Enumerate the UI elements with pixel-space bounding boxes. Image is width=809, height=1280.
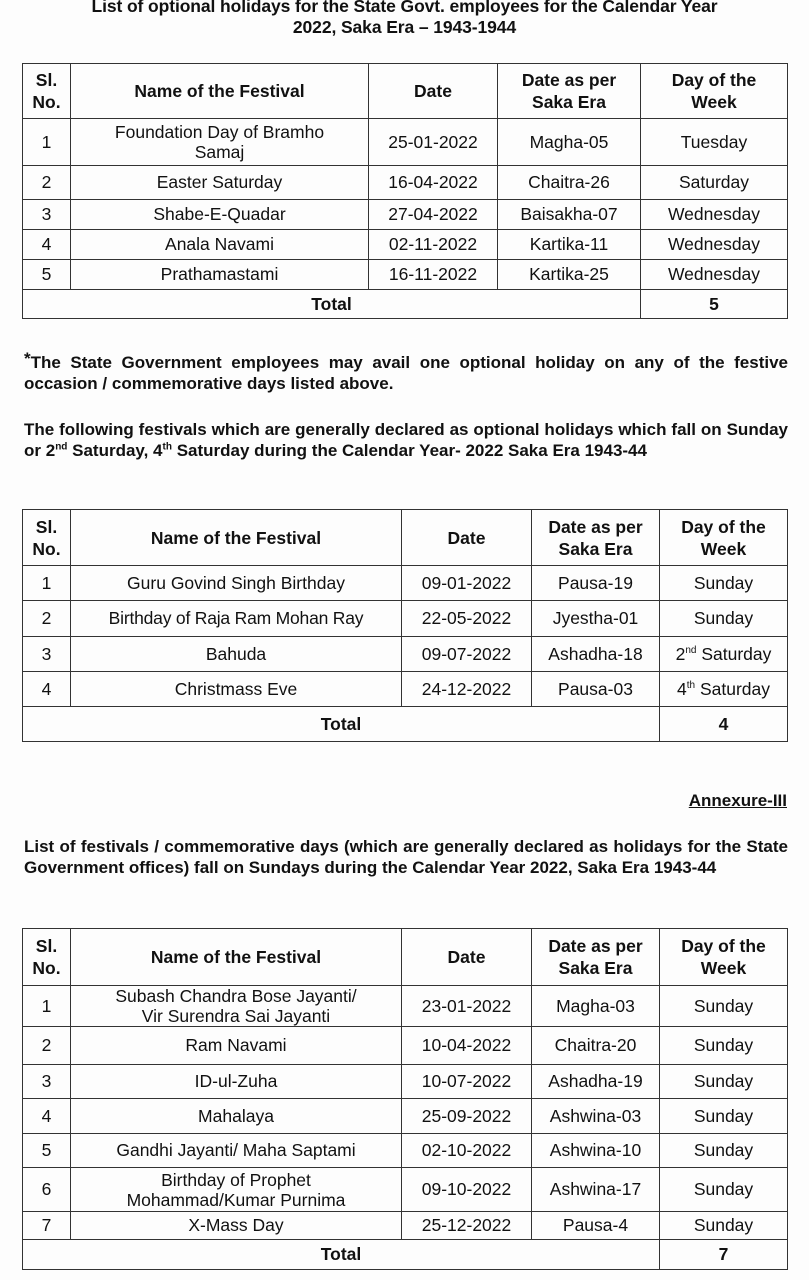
cell-saka: Pausa-19 bbox=[532, 566, 660, 601]
header-date: Date bbox=[402, 929, 532, 986]
cell-day: Sunday bbox=[660, 1027, 788, 1065]
cell-festival: Easter Saturday bbox=[71, 166, 369, 200]
table-row bbox=[23, 260, 788, 290]
cell-saka: Chaitra-26 bbox=[498, 166, 641, 200]
cell-day: Wednesday bbox=[641, 260, 788, 290]
title-line-1: List of optional holidays for the State Govt. employees for the Calendar Year bbox=[91, 0, 718, 16]
total-value: 7 bbox=[660, 1240, 788, 1270]
cell-date: 10-07-2022 bbox=[402, 1065, 532, 1099]
cell-day: Sunday bbox=[660, 986, 788, 1027]
total-value: 4 bbox=[660, 707, 788, 742]
cell-date: 09-01-2022 bbox=[402, 566, 532, 601]
cell-date: 02-11-2022 bbox=[369, 230, 498, 260]
cell-festival: Christmass Eve bbox=[71, 672, 402, 707]
optional-on-weekend-table bbox=[22, 509, 788, 742]
total-label: Total bbox=[23, 1240, 660, 1270]
annexure-label: Annexure-III bbox=[688, 791, 787, 810]
note-paragraph bbox=[24, 348, 788, 394]
header-festival-name: Name of the Festival bbox=[71, 64, 369, 119]
header-day-of-week: Day of the Week bbox=[641, 64, 788, 119]
cell-date: 25-12-2022 bbox=[402, 1212, 532, 1240]
cell-saka: Ashadha-19 bbox=[532, 1065, 660, 1099]
header-saka-date: Date as per Saka Era bbox=[532, 510, 660, 566]
cell-date: 16-11-2022 bbox=[369, 260, 498, 290]
cell-date: 10-04-2022 bbox=[402, 1027, 532, 1065]
document-title bbox=[0, 0, 809, 38]
cell-saka: Chaitra-20 bbox=[532, 1027, 660, 1065]
cell-saka: Baisakha-07 bbox=[498, 200, 641, 230]
cell-day: Sunday bbox=[660, 1212, 788, 1240]
table-row bbox=[23, 637, 788, 672]
header-date: Date bbox=[402, 510, 532, 566]
cell-day: Sunday bbox=[660, 566, 788, 601]
cell-festival: Foundation Day of Bramho Samaj bbox=[71, 119, 369, 166]
table-row bbox=[23, 1134, 788, 1168]
cell-sl: 4 bbox=[23, 1099, 71, 1134]
sunday-festivals-paragraph: List of festivals / commemorative days (which are generally declared as holidays for the State Government offices) fall on Sundays during the Calendar Year 2022, Saka Era 1943-44 bbox=[24, 837, 788, 877]
cell-festival: Guru Govind Singh Birthday bbox=[71, 566, 402, 601]
header-date: Date bbox=[369, 64, 498, 119]
cell-festival: Subash Chandra Bose Jayanti/ Vir Surendra Sai Jayanti bbox=[71, 986, 402, 1027]
table-header-row bbox=[23, 64, 788, 119]
total-value: 5 bbox=[641, 290, 788, 319]
cell-sl: 1 bbox=[23, 566, 71, 601]
cell-saka: Ashadha-18 bbox=[532, 637, 660, 672]
cell-sl: 3 bbox=[23, 1065, 71, 1099]
table-row bbox=[23, 1212, 788, 1240]
cell-sl: 5 bbox=[23, 260, 71, 290]
cell-saka: Pausa-03 bbox=[532, 672, 660, 707]
cell-day: 4th Saturday bbox=[660, 672, 788, 707]
table-row bbox=[23, 1027, 788, 1065]
header-day-of-week: Day of the Week bbox=[660, 510, 788, 566]
cell-sl: 1 bbox=[23, 986, 71, 1027]
header-sl-no: Sl. No. bbox=[23, 510, 71, 566]
cell-date: 23-01-2022 bbox=[402, 986, 532, 1027]
table-row bbox=[23, 1099, 788, 1134]
table-row bbox=[23, 986, 788, 1027]
cell-date: 02-10-2022 bbox=[402, 1134, 532, 1168]
table-row bbox=[23, 166, 788, 200]
total-row bbox=[23, 1240, 788, 1270]
cell-saka: Ashwina-17 bbox=[532, 1168, 660, 1212]
cell-saka: Ashwina-10 bbox=[532, 1134, 660, 1168]
cell-day: Saturday bbox=[641, 166, 788, 200]
header-festival-name: Name of the Festival bbox=[71, 510, 402, 566]
cell-festival: Bahuda bbox=[71, 637, 402, 672]
cell-festival: ID-ul-Zuha bbox=[71, 1065, 402, 1099]
header-sl-no: Sl. No. bbox=[23, 64, 71, 119]
header-saka-date: Date as per Saka Era bbox=[532, 929, 660, 986]
total-label: Total bbox=[23, 707, 660, 742]
table-row bbox=[23, 119, 788, 166]
cell-sl: 4 bbox=[23, 230, 71, 260]
header-day-of-week: Day of the Week bbox=[660, 929, 788, 986]
table-header-row bbox=[23, 510, 788, 566]
sunday-festivals-table bbox=[22, 928, 788, 1270]
optional-sunday-paragraph: The following festivals which are generally declared as optional holidays which fall on Sunday or 2nd Saturday, 4th Saturday during the Calendar Year- 2022 Saka Era 1943-44 bbox=[24, 420, 788, 460]
cell-sl: 2 bbox=[23, 1027, 71, 1065]
cell-date: 27-04-2022 bbox=[369, 200, 498, 230]
cell-saka: Jyestha-01 bbox=[532, 601, 660, 637]
cell-day: Sunday bbox=[660, 1099, 788, 1134]
cell-date: 09-10-2022 bbox=[402, 1168, 532, 1212]
cell-festival: Ram Navami bbox=[71, 1027, 402, 1065]
cell-day: Sunday bbox=[660, 1168, 788, 1212]
cell-festival: Shabe-E-Quadar bbox=[71, 200, 369, 230]
table-header-row bbox=[23, 929, 788, 986]
cell-saka: Magha-05 bbox=[498, 119, 641, 166]
cell-date: 25-09-2022 bbox=[402, 1099, 532, 1134]
total-row bbox=[23, 707, 788, 742]
cell-day: Wednesday bbox=[641, 200, 788, 230]
note-text: The State Government employees may avail one optional holiday on any of the festive occasion / commemorative days listed above. bbox=[24, 353, 788, 393]
cell-date: 22-05-2022 bbox=[402, 601, 532, 637]
cell-festival: Birthday of Prophet Mohammad/Kumar Purnima bbox=[71, 1168, 402, 1212]
header-saka-date: Date as per Saka Era bbox=[498, 64, 641, 119]
cell-sl: 3 bbox=[23, 200, 71, 230]
header-festival-name: Name of the Festival bbox=[71, 929, 402, 986]
cell-day: Sunday bbox=[660, 1134, 788, 1168]
cell-festival: Gandhi Jayanti/ Maha Saptami bbox=[71, 1134, 402, 1168]
cell-day: Sunday bbox=[660, 601, 788, 637]
header-sl-no: Sl. No. bbox=[23, 929, 71, 986]
total-label: Total bbox=[23, 290, 641, 319]
cell-date: 16-04-2022 bbox=[369, 166, 498, 200]
cell-day: 2nd Saturday bbox=[660, 637, 788, 672]
table-row bbox=[23, 200, 788, 230]
cell-saka: Ashwina-03 bbox=[532, 1099, 660, 1134]
cell-sl: 2 bbox=[23, 601, 71, 637]
cell-sl: 7 bbox=[23, 1212, 71, 1240]
cell-saka: Kartika-11 bbox=[498, 230, 641, 260]
optional-holidays-table bbox=[22, 63, 788, 319]
cell-saka: Pausa-4 bbox=[532, 1212, 660, 1240]
cell-sl: 3 bbox=[23, 637, 71, 672]
table-row bbox=[23, 230, 788, 260]
cell-festival: Anala Navami bbox=[71, 230, 369, 260]
table-row bbox=[23, 672, 788, 707]
cell-date: 24-12-2022 bbox=[402, 672, 532, 707]
cell-saka: Magha-03 bbox=[532, 986, 660, 1027]
cell-day: Tuesday bbox=[641, 119, 788, 166]
cell-festival: Mahalaya bbox=[71, 1099, 402, 1134]
note-asterisk: * bbox=[24, 349, 31, 368]
cell-sl: 1 bbox=[23, 119, 71, 166]
cell-festival: Birthday of Raja Ram Mohan Ray bbox=[71, 601, 402, 637]
table-row bbox=[23, 601, 788, 637]
table-row bbox=[23, 1168, 788, 1212]
cell-festival: X-Mass Day bbox=[71, 1212, 402, 1240]
title-line-2: 2022, Saka Era – 1943-1944 bbox=[292, 17, 517, 37]
total-row bbox=[23, 290, 788, 319]
cell-day: Wednesday bbox=[641, 230, 788, 260]
cell-sl: 5 bbox=[23, 1134, 71, 1168]
cell-festival: Prathamastami bbox=[71, 260, 369, 290]
cell-date: 09-07-2022 bbox=[402, 637, 532, 672]
table-row bbox=[23, 1065, 788, 1099]
cell-sl: 6 bbox=[23, 1168, 71, 1212]
cell-sl: 2 bbox=[23, 166, 71, 200]
cell-day: Sunday bbox=[660, 1065, 788, 1099]
cell-saka: Kartika-25 bbox=[498, 260, 641, 290]
table-row bbox=[23, 566, 788, 601]
cell-date: 25-01-2022 bbox=[369, 119, 498, 166]
cell-sl: 4 bbox=[23, 672, 71, 707]
